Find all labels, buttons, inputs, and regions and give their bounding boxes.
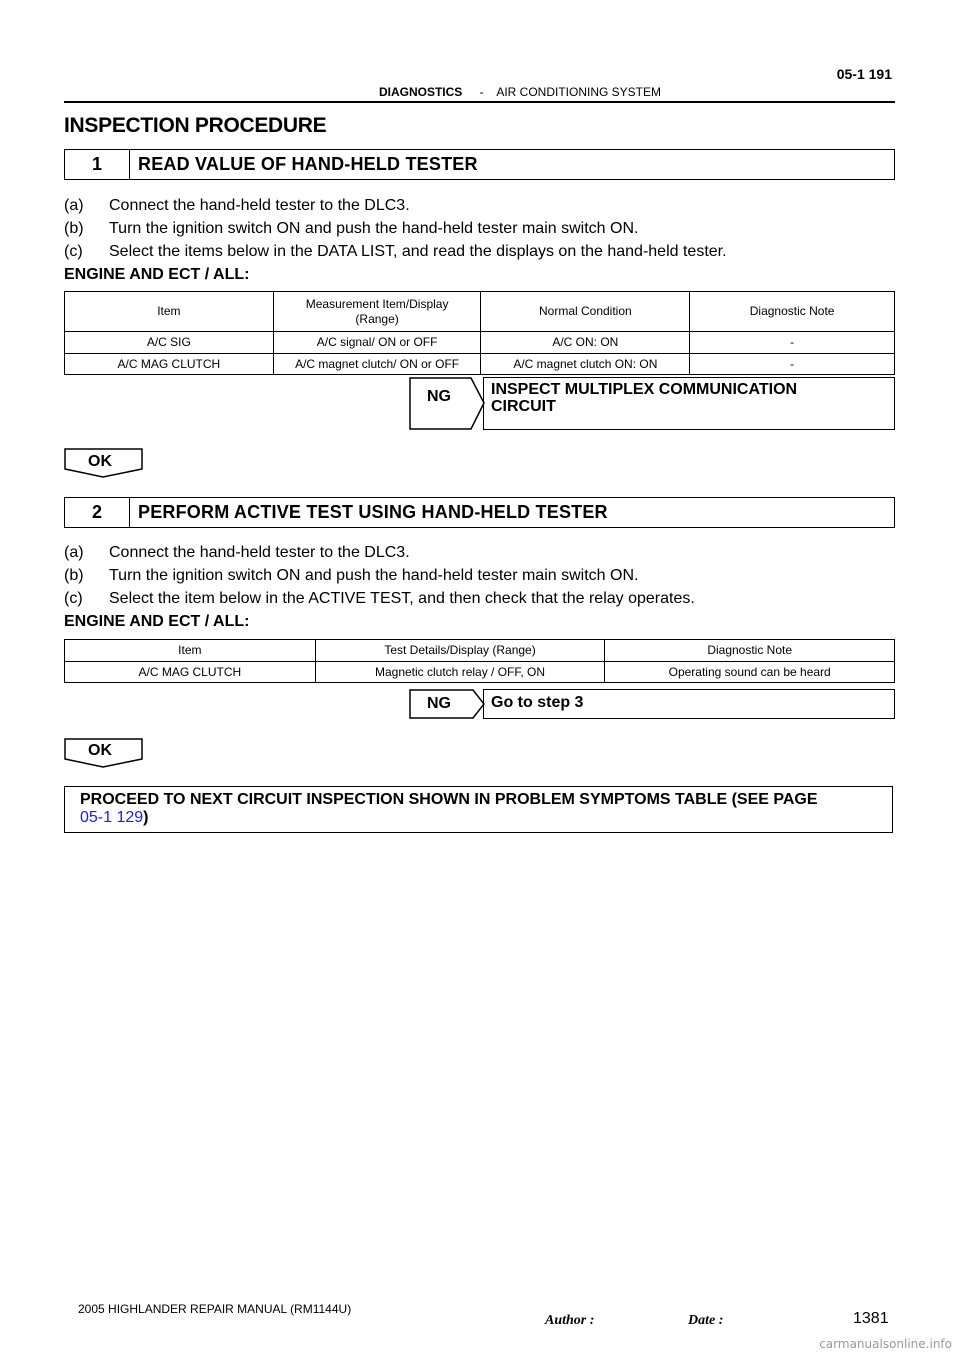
- step-2-instruction-c: [64, 590, 894, 608]
- instruction-index: (a): [64, 544, 84, 561]
- step-1-box: [64, 149, 895, 180]
- table-row: [65, 662, 895, 683]
- table-header-row: [65, 292, 895, 332]
- author-label: Author :: [545, 1313, 595, 1328]
- table-cell: -: [690, 332, 895, 354]
- instruction-text: Select the item below in the ACTIVE TEST, and then check that the relay operates.: [109, 590, 695, 607]
- table-row: [65, 332, 895, 354]
- table-cell: Operating sound can be heard: [605, 662, 895, 683]
- step-1-instruction-b: [64, 220, 894, 238]
- table-header-cell: Item: [65, 292, 274, 332]
- step-1-instruction-a: [64, 197, 894, 215]
- ng-action-box: [483, 377, 895, 430]
- step-1-number: 1: [65, 150, 130, 179]
- step-2-instruction-b: [64, 567, 894, 585]
- table-cell: A/C SIG: [65, 332, 274, 354]
- proceed-close: ): [143, 808, 149, 826]
- instruction-index: (c): [64, 590, 83, 607]
- ok-label: OK: [88, 742, 112, 759]
- data-list-table: [64, 291, 895, 375]
- table-cell: A/C signal/ ON or OFF: [273, 332, 481, 354]
- page-code: 05-1 191: [836, 66, 892, 82]
- proceed-box: [64, 786, 893, 833]
- table-cell: A/C ON: ON: [481, 332, 690, 354]
- table-cell: Magnetic clutch relay / OFF, ON: [315, 662, 605, 683]
- instruction-index: (b): [64, 220, 84, 237]
- step-2-instruction-a: [64, 544, 894, 562]
- table-header-row: [65, 640, 895, 662]
- ng-label: NG: [427, 695, 451, 712]
- step-2-subhead: ENGINE AND ECT / ALL:: [64, 613, 250, 630]
- active-test-table: [64, 639, 895, 683]
- table-cell: -: [690, 354, 895, 375]
- table-cell: A/C MAG CLUTCH: [65, 354, 274, 375]
- ng-label: NG: [427, 388, 451, 405]
- step-1-subhead: ENGINE AND ECT / ALL:: [64, 266, 250, 283]
- proceed-text: PROCEED TO NEXT CIRCUIT INSPECTION SHOWN IN PROBLEM SYMPTOMS TABLE (SEE PAGE: [80, 791, 818, 808]
- table-header-cell: Diagnostic Note: [690, 292, 895, 332]
- table-header-cell: Test Details/Display (Range): [315, 640, 605, 662]
- ok-label: OK: [88, 453, 112, 470]
- table-row: [65, 354, 895, 375]
- step-1-instruction-c: [64, 243, 894, 261]
- table-cell: A/C MAG CLUTCH: [65, 662, 316, 683]
- manual-title: 2005 HIGHLANDER REPAIR MANUAL (RM1144U): [78, 1302, 352, 1316]
- instruction-text: Connect the hand-held tester to the DLC3.: [109, 544, 410, 561]
- date-label: Date :: [688, 1313, 724, 1328]
- section-name: DIAGNOSTICS: [378, 85, 463, 99]
- step-2-title: PERFORM ACTIVE TEST USING HAND-HELD TESTER: [138, 502, 608, 522]
- page-title: INSPECTION PROCEDURE: [64, 114, 327, 137]
- table-header-cell: Normal Condition: [481, 292, 690, 332]
- instruction-text: Turn the ignition switch ON and push the hand-held tester main switch ON.: [109, 220, 639, 237]
- instruction-index: (b): [64, 567, 84, 584]
- table-cell: A/C magnet clutch/ ON or OFF: [273, 354, 481, 375]
- header-rule: [64, 101, 895, 103]
- instruction-text: Select the items below in the DATA LIST, and read the displays on the hand-held tester.: [109, 243, 727, 260]
- table-header-cell: Measurement Item/Display (Range): [273, 292, 481, 332]
- table-header-cell: Diagnostic Note: [605, 640, 895, 662]
- watermark: carmanualsonline.info: [819, 1337, 952, 1351]
- step-1-title: READ VALUE OF HAND-HELD TESTER: [138, 154, 478, 174]
- page-number: 1381: [853, 1310, 889, 1327]
- ng-action-line: INSPECT MULTIPLEX COMMUNICATION: [491, 381, 798, 398]
- table-header-cell: Item: [65, 640, 316, 662]
- instruction-index: (a): [64, 197, 84, 214]
- table-cell: A/C magnet clutch ON: ON: [481, 354, 690, 375]
- ng-action-line: CIRCUIT: [491, 397, 556, 415]
- instruction-text: Turn the ignition switch ON and push the hand-held tester main switch ON.: [109, 567, 639, 584]
- instruction-text: Connect the hand-held tester to the DLC3.: [109, 197, 410, 214]
- header-separator: -: [479, 85, 484, 99]
- subsection-name: AIR CONDITIONING SYSTEM: [496, 85, 662, 99]
- step-2-box: [64, 497, 895, 528]
- section-header: [0, 85, 960, 99]
- step-2-number: 2: [65, 498, 130, 527]
- ng-action-box: Go to step 3: [483, 689, 895, 719]
- instruction-index: (c): [64, 243, 83, 260]
- page-link[interactable]: 05-1 129: [80, 808, 144, 826]
